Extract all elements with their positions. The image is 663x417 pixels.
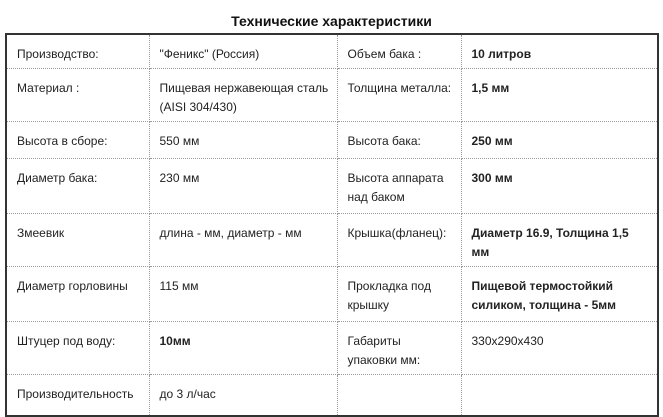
spec-value: до 3 л/час xyxy=(149,375,337,416)
spec-label: Диаметр горловины xyxy=(6,267,149,322)
spec-label: Высота в сборе: xyxy=(6,122,149,159)
spec-value: 330х290х430 xyxy=(461,322,658,375)
spec-value: 10 литров xyxy=(461,34,658,69)
spec-value: длина - мм, диаметр - мм xyxy=(149,214,337,267)
table-row xyxy=(6,159,658,214)
spec-label: Высота аппарата над баком xyxy=(337,159,461,214)
table-row xyxy=(6,267,658,322)
spec-label: Прокладка под крышку xyxy=(337,267,461,322)
table-row xyxy=(6,375,658,416)
spec-value: 300 мм xyxy=(461,159,658,214)
spec-label: Штуцер под воду: xyxy=(6,322,149,375)
spec-value: 115 мм xyxy=(149,267,337,322)
spec-value: Диаметр 16.9, Толщина 1,5 мм xyxy=(461,214,658,267)
spec-label xyxy=(337,375,461,416)
spec-value: Пищевая нержавеющая сталь (AISI 304/430) xyxy=(149,69,337,122)
spec-value: Пищевой термостойкий силиком, толщина - 5мм xyxy=(461,267,658,322)
spec-value: 10мм xyxy=(149,322,337,375)
specs-table xyxy=(5,33,659,417)
spec-value xyxy=(461,375,658,416)
spec-value: 1,5 мм xyxy=(461,69,658,122)
spec-label: Змеевик xyxy=(6,214,149,267)
table-row xyxy=(6,214,658,267)
table-row xyxy=(6,322,658,375)
spec-value: 250 мм xyxy=(461,122,658,159)
spec-label: Производство: xyxy=(6,34,149,69)
spec-label: Объем бака : xyxy=(337,34,461,69)
spec-label: Толщина металла: xyxy=(337,69,461,122)
spec-value: 230 мм xyxy=(149,159,337,214)
spec-label: Крышка(фланец): xyxy=(337,214,461,267)
spec-value: "Феникс" (Россия) xyxy=(149,34,337,69)
spec-value: 550 мм xyxy=(149,122,337,159)
spec-label: Габариты упаковки мм: xyxy=(337,322,461,375)
page-title: Технические характеристики xyxy=(231,13,432,29)
table-row xyxy=(6,34,658,69)
table-row xyxy=(6,122,658,159)
spec-label: Диаметр бака: xyxy=(6,159,149,214)
spec-label: Высота бака: xyxy=(337,122,461,159)
spec-label: Производительность xyxy=(6,375,149,416)
table-row xyxy=(6,69,658,122)
spec-label: Материал : xyxy=(6,69,149,122)
